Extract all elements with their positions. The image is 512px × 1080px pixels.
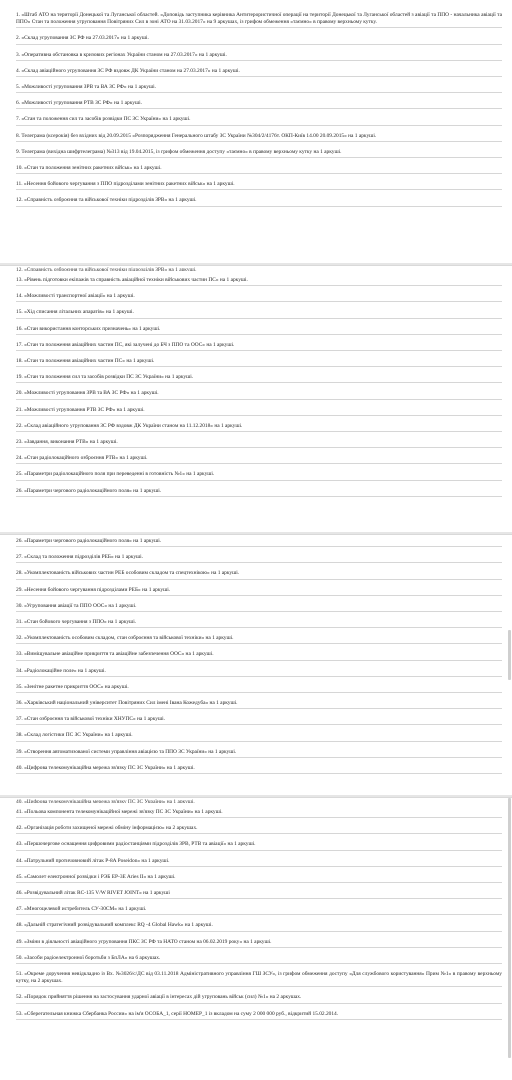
cut-line: 12. «Справність озброєння та військової техніки підрозділів ЗРВ» на 1 аркуші. <box>16 267 197 271</box>
list-item: 47. «Многоцелевой истребитель СУ-30СМ» на 1 аркуші. <box>16 906 502 915</box>
list-item: 33. «Виміщувальне авіаційне прикриття та авіаційне забезпечення ООС» на 1 аркуші. <box>16 651 502 660</box>
list-item: 24. «Стан радіолокаційного озброєння РТВ» на 1 аркуші. <box>16 455 502 464</box>
list-item: 44. «Патрульний протичовновий літак P-8A Poseidon» на 1 аркуші. <box>16 858 502 867</box>
list-item: 35. «Зенітне ракетне прикриття ООС» на аркуші. <box>16 684 502 693</box>
list-item: 21. «Можливості угруповання РТВ ЗС РФ» на 1 аркуші. <box>16 407 502 416</box>
list-item: 26. «Параметри чергового радіолокаційного поля» на 1 аркуші. <box>16 538 502 547</box>
list-item: 9. Телеграма (вихідна шифртелеграма) №313 від 19.04.2015, із грифом обмеження доступу «таємно» в правому верхньому кутку на 1 аркуші. <box>16 149 502 158</box>
list-item: 39. «Створення автоматизованої системи управління авіацією та ППО ЗС України» на 1 аркуші. <box>16 749 502 758</box>
list-item: 29. «Несення бойового чергування підрозділами РЕБ» на 1 аркуші. <box>16 587 502 596</box>
list-item: 27. «Склад та положення підрозділів РЕБ» на 1 аркуші. <box>16 554 502 563</box>
list-item: 28. «Укомплектованість військових частин РЕБ особовим складом та спецтехнікою» на 1 аркуші. <box>16 570 502 579</box>
list-item: 16. «Стан використання конторських призначень» на 1 аркуші. <box>16 326 502 335</box>
list-item: 40. «Цифрова телекомунікаційна мережа зв'язку ПС ЗС України» на 1 аркуші. <box>16 765 502 774</box>
list-item: 45. «Самолет електронної розвідки і РЭБ EP-3E Aries II» на 1 аркуші. <box>16 874 502 883</box>
list-item: 5. «Можливості угруповання ЗРВ та ВА ЗС РФ» на 1 аркуші. <box>16 84 502 93</box>
list-item: 10. «Стан та положення зенітних ракетних військ» на 1 аркуші. <box>16 165 502 174</box>
list-item: 50. «Засоби радіоелектронної боротьби з БпЛА» на 6 аркушах. <box>16 955 502 964</box>
list-item: 13. «Рівень підготовки екіпажів та справність авіаційної техніки військових частин ПС» на 1 аркуші. <box>16 277 502 286</box>
document-page-4 <box>0 798 512 1080</box>
list-item: 22. «Склад авіаційного угруповання ЗС РФ вздовж ДК України станом на 11.12.2018» на 1 аркуші. <box>16 423 502 432</box>
cut-line: 40. «Цифрова телекомунікаційна мережа зв'язку ПС ЗС України» на 1 аркуші. <box>16 799 195 803</box>
list-item: 53. «Сберегательная книжка Сбербанка России» на ім'я ОСОБА_1, серії НОМЕР_1 із вкладом на суму 2 000 000 руб., відкритий 15.02.2014. <box>16 1011 502 1020</box>
list-item: 7. «Стан та положення сил та засобів розвідки ПС ЗС України» на 1 аркуші. <box>16 116 502 125</box>
list-item: 2. «Склад угруповання ЗС РФ на 27.03.2017» на 1 аркуші. <box>16 35 502 44</box>
list-item: 37. «Стан озброєння та військової техніки ХНУПС» на 1 аркуші. <box>16 716 502 725</box>
list-item: 46. «Розвідувальний літак RC-135 V/W RIVET JOINT» на 1 аркуші <box>16 890 502 899</box>
list-item: 6. «Можливості угруповання РТВ ЗС РФ» на 1 аркуші. <box>16 100 502 109</box>
list-item: 1. «Штаб АТО на території Донецької та Луганської областей. «Доповідь заступника керівника Антитерористичної операції на території Донецької та Луганської областей з авіації та ППО - начальника авіації та ППО» Стан та положення угруповання Повітряних Сил в зоні АТО на 31.03.2017» на 9 аркушах, із грифом обмеження «таємно» в правому верхньому кутку. <box>16 12 502 28</box>
list-item: 3. «Оперативна обстановка в кризових регіонах України станом на 27.03.2017» на 1 аркуші. <box>16 52 502 61</box>
list-item: 43. «Першочергове оснащення цифровими радіостанціями підрозділів ЗРВ, РТВ та авіації» на 1 аркуші. <box>16 841 502 850</box>
list-item: 32. «Укомплектованість особовим складом, стан озброєння та військової техніки» на 1 аркуші. <box>16 635 502 644</box>
document-page-1 <box>0 0 512 263</box>
list-item: 8. Телеграма (ксерокія) без вхідних від 20.09.2015 «Розпорядження Генерального штабу ЗС України №304/2/4176т. ОКП-Київ 14.00 20.09.2015» на 1 аркуші. <box>16 133 502 142</box>
list-item: 31. «Стан бойового чергування з ППО» на 1 аркуші. <box>16 619 502 628</box>
list-item: 49. «Зміни в діяльності авіаційного угруповання ПКС ЗС РФ та НАТО станом на 06.02.2019 року» на 1 аркуші. <box>16 939 502 948</box>
document-page-3 <box>0 535 512 795</box>
list-item: 25. «Параметри радіолокаційного поля при переведенні в готовність №1» на 1 аркуші. <box>16 471 502 480</box>
list-item: 17. «Стан та положення авіаційних частин ПС, які залучені до БЧ з ППО та ООС» на 1 аркуші. <box>16 342 502 351</box>
list-item: 11. «Несення бойового чергування з ППО підрозділами зенітних ракетних військ» на 1 аркуші. <box>16 181 502 190</box>
list-item: 23. «Завдання, виконання РТВ» на 1 аркуші. <box>16 439 502 448</box>
list-item: 4. «Склад авіаційного угруповання ЗС РФ вздовж ДК України станом на 27.03.2017» на 1 аркуші. <box>16 68 502 77</box>
list-item: 34. «Радіолокаційне поле» на 1 аркуші. <box>16 668 502 677</box>
list-item: 19. «Стан та положення сил та засобів розвідки ПС ЗС України» на 1 аркуші. <box>16 374 502 383</box>
list-item: 14. «Можливості транспортної авіації» на 1 аркуші. <box>16 293 502 302</box>
list-item: 36. «Харківський національний університет Повітряних Сил імені Івана Кожедуба» на 1 аркуші. <box>16 700 502 709</box>
list-item: 30. «Угруповання авіації та ППО ООС» на 1 аркуші. <box>16 603 502 612</box>
list-item: 15. «Хід списання літальних апаратів» на 1 аркуші. <box>16 309 502 318</box>
list-item: 41. «Польова компонента телекомунікаційної мережі зв'язку ПС ЗС України» на 1 аркуші. <box>16 809 502 818</box>
list-item: 42. «Організація роботи захищеної мережі обміну інформацією» на 2 аркушах. <box>16 825 502 834</box>
list-item: 51. «Окреме доручення невідкладно із Вх. №3026/с/ДС від 03.11.2018 Адміністративного управління ГШ ЗСУ», із грифом обмеження доступу «Для службового користування» Прим №1» в правому верхньому кутку, на 2 аркушах. <box>16 971 502 987</box>
document-page-2 <box>0 266 512 532</box>
list-item: 20. «Можливості угруповання ЗРВ та ВА ЗС РФ» на 1 аркуші. <box>16 390 502 399</box>
list-item: 18. «Стан та положення авіаційних частин ПС» на 1 аркуші. <box>16 358 502 367</box>
scrollbar[interactable] <box>508 630 511 680</box>
list-item: 52. «Порядок прийняття рішення на застосування ударної авіації в інтересах дій угруповань військ (сил) №1» на 2 аркушах. <box>16 994 502 1003</box>
list-item: 12. «Справність озброєння та військової техніки підрозділів ЗРВ» на 1 аркуші. <box>16 197 502 206</box>
list-item: 38. «Склад логістики ПС ЗС України» на 1 аркуші. <box>16 732 502 741</box>
list-item: 26. «Параметри чергового радіолокаційного поля» на 1 аркуші. <box>16 488 502 497</box>
scrollbar[interactable] <box>508 798 511 1058</box>
list-item: 48. «Дальній стратегічний розвідувальний комплекс RQ -4 Global Hawk» на 1 аркуші. <box>16 922 502 931</box>
